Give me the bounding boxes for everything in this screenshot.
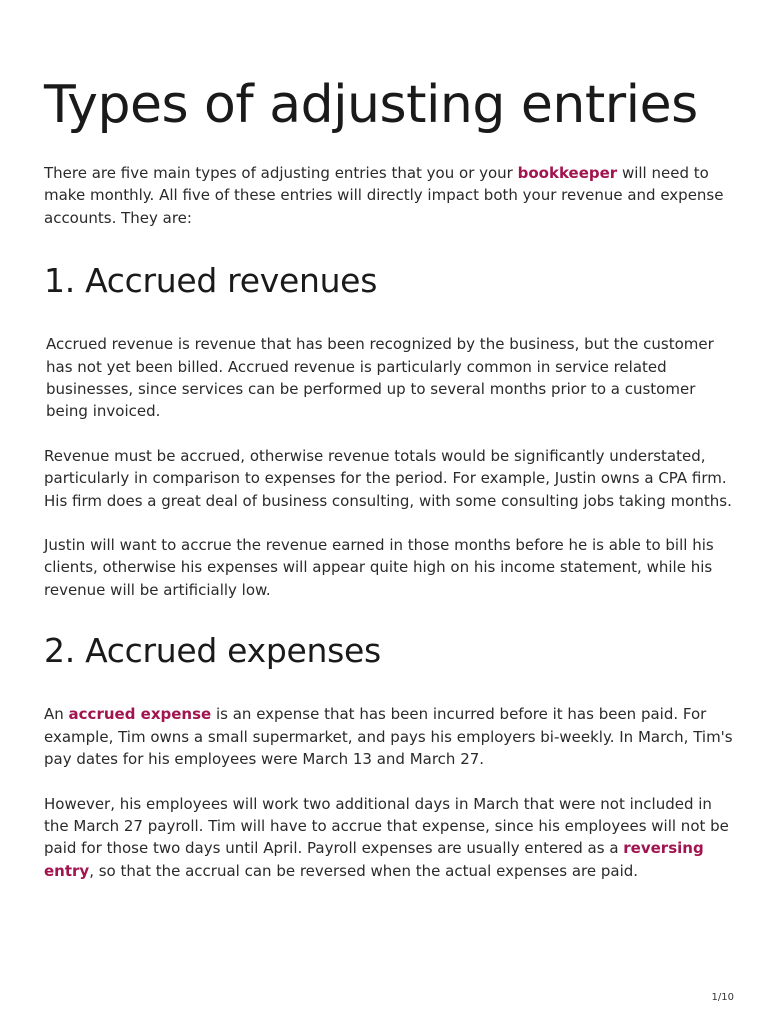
accrued-expenses-p2-start: However, his employees will work two additional days in March that were not included in the March 27 payroll. Tim will have to accrue that expense, since his employees will not be paid for those two days until April. Payroll expenses are usually entered as a — [44, 794, 729, 858]
bookkeeper-link[interactable]: bookkeeper — [517, 164, 618, 182]
section-heading-accrued-expenses: 2. Accrued expenses — [44, 631, 381, 671]
accrued-expenses-p1-start: An — [44, 705, 69, 724]
accrued-revenues-paragraph-1: Accrued revenue is revenue that has been recognized by the business, but the customer has not yet been billed. Accrued revenue is particularly common in service related businesses, since services can be performed up to several months prior to a customer being invoiced. — [46, 335, 714, 421]
accrued-expenses-paragraph-2 — [44, 793, 734, 883]
accrued-expenses-p2-end: , so that the accrual can be reversed when the actual expenses are paid. — [89, 861, 639, 880]
accrued-revenues-paragraph-3: Justin will want to accrue the revenue earned in those months before he is able to bill his clients, otherwise his expenses will appear quite high on his income statement, while his revenue will be artificially low. — [44, 536, 714, 599]
accrued-expenses-p1-end: is an expense that has been incurred before it has been paid. For example, Tim owns a small supermarket, and pays his employers bi-weekly. In March, Tim's pay dates for his employees were March 13 and March 27. — [44, 705, 733, 769]
intro-text-end: will need to make monthly. All five of these entries will directly impact both your revenue and expense accounts. They are: — [44, 164, 724, 227]
page-title: Types of adjusting entries — [44, 75, 698, 135]
reversing-entry-link[interactable]: reversing entry — [44, 839, 704, 880]
document-page — [44, 70, 734, 882]
intro-paragraph — [44, 162, 734, 229]
page-number: 1/10 — [711, 992, 734, 1003]
accrued-revenues-paragraph-2: Revenue must be accrued, otherwise revenue totals would be significantly understated, particularly in comparison to expenses for the period. For example, Justin owns a CPA firm. His firm does a great deal of business consulting, with some consulting jobs taking months. — [44, 446, 732, 510]
accrued-expense-link[interactable]: accrued expense — [68, 705, 212, 724]
accrued-expenses-paragraph-1 — [44, 703, 734, 770]
section-heading-accrued-revenues: 1. Accrued revenues — [44, 261, 378, 301]
intro-text-start: There are five main types of adjusting entries that you or your — [44, 164, 518, 182]
